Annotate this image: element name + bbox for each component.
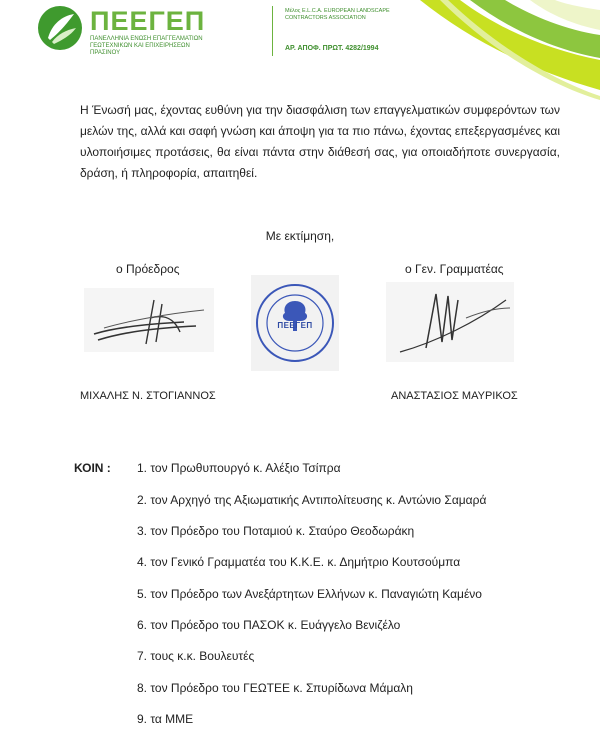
decorative-swoosh (380, 0, 600, 105)
list-item: 8. τον Πρόεδρο του ΓΕΩΤΕΕ κ. Σπυρίδωνα Μάμαλη (137, 681, 413, 695)
secretary-name: ΑΝΑΣΤΑΣΙΟΣ ΜΑΥΡΙΚΟΣ (391, 390, 518, 402)
letterhead (0, 0, 600, 105)
stamp-label: ΠΕΕΓΕΠ (277, 321, 313, 330)
logo-subtitle: ΠΑΝΕΛΛΗΝΙΑ ΕΝΩΣΗ ΕΠΑΓΓΕΛΜΑΤΙΩΝ ΓΕΩΤΕΧΝΙΚΩΝ ΚΑΙ ΕΠΙΧΕΙΡΗΣΕΩΝ ΠΡΑΣΙΝΟΥ (90, 36, 203, 56)
closing-salutation: Με εκτίμηση, (265, 229, 335, 243)
president-name: ΜΙΧΑΛΗΣ Ν. ΣΤΟΓΙΑΝΝΟΣ (80, 390, 216, 402)
list-item: 9. τα ΜΜΕ (137, 712, 194, 726)
list-item: 1. τον Πρωθυπουργό κ. Αλέξιο Τσίπρα (137, 461, 341, 475)
list-item: 5. τον Πρόεδρο των Ανεξάρτητων Ελλήνων κ. Παναγιώτη Καμένο (137, 587, 482, 601)
logo-leaf-icon (38, 6, 82, 50)
president-role: ο Πρόεδρος (116, 262, 180, 276)
list-item: 3. τον Πρόεδρο του Ποταμιού κ. Σταύρο Θεοδωράκη (137, 524, 415, 538)
president-signature (84, 288, 214, 352)
list-item: 4. τον Γενικό Γραμματέα του Κ.Κ.Ε. κ. Δημήτριο Κουτσούμπα (137, 555, 461, 569)
header-divider (272, 6, 273, 56)
list-item: 7. τους κ.κ. Βουλευτές (137, 649, 255, 663)
registration-number: ΑΡ. ΑΠΟΦ. ΠΡΩΤ. 4282/1994 (285, 45, 379, 52)
list-item: 6. τον Πρόεδρο του ΠΑΣΟΚ κ. Ευάγγελο Βενιζέλο (137, 618, 401, 632)
list-item: 2. τον Αρχηγό της Αξιωματικής Αντιπολίτευσης κ. Αντώνιο Σαμαρά (137, 493, 487, 507)
cc-label: ΚΟΙΝ : (74, 461, 111, 475)
elca-membership: Μέλος E.L.C.A. EUROPEAN LANDSCAPE CONTRACTORS ASSOCIATION (285, 8, 390, 21)
official-stamp (251, 275, 339, 371)
secretary-role: ο Γεν. Γραμματέας (405, 262, 504, 276)
logo-title: ΠΕΕΓΕΠ (90, 6, 206, 36)
secretary-signature (386, 282, 514, 362)
body-paragraph: Η Ένωσή μας, έχοντας ευθύνη για την διασφάλιση των επαγγελματικών συμφερόντων των μελών της, αλλά και σαφή γνώση και άποψη για τα πιο πάνω, έχοντας επεξεργασμένες και υλοποιήσιμες προτάσεις, θα είναι πάντα στην διάθεσή σας, για οποιαδήποτε συνεργασία, δράση, ή πληροφορία, απαιτηθεί. (80, 103, 561, 180)
